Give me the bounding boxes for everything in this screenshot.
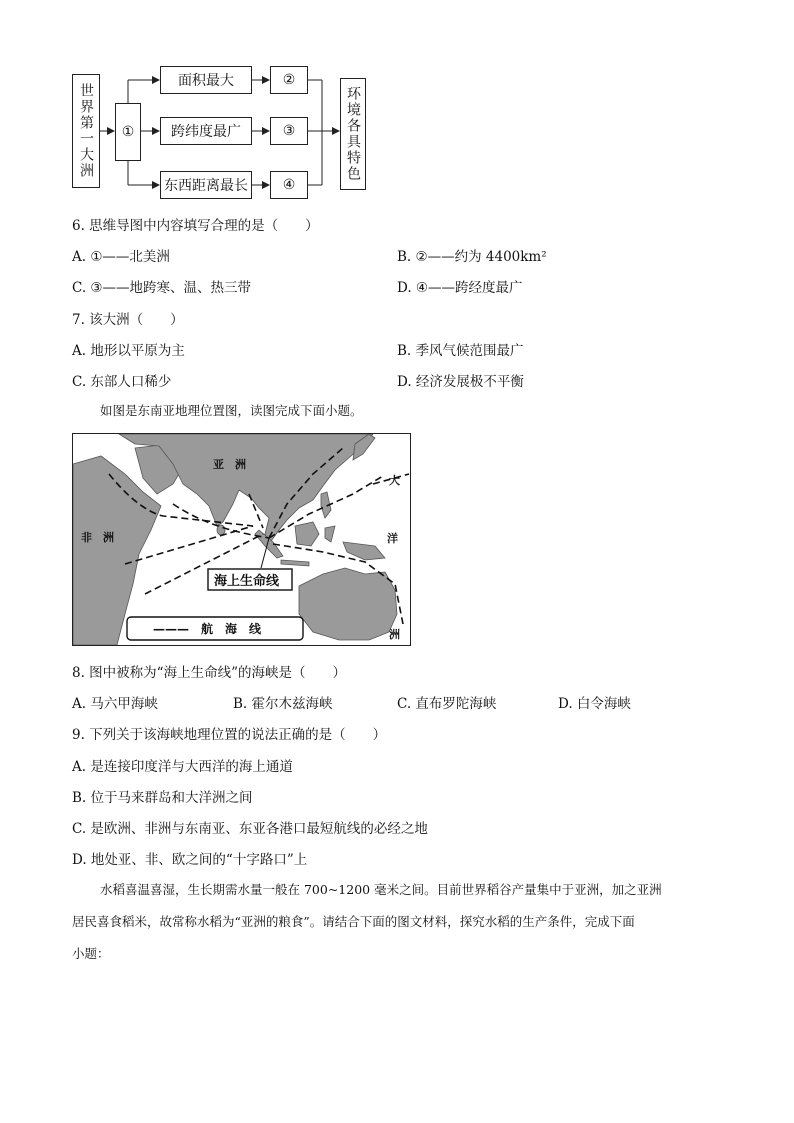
diagram-center-label: ① xyxy=(121,124,135,140)
q7-option-a[interactable]: A. 地形以平原为主 xyxy=(72,343,185,359)
rice-intro-line-1: 水稻喜温喜湿，生长期需水量一般在 700~1200 毫米之间。目前世界稻谷产量集中于亚洲，加之亚洲 xyxy=(100,882,662,897)
q6-option-b[interactable]: B. ②——约为 4400km² xyxy=(397,249,547,265)
diagram-blank-label: ② xyxy=(282,72,296,88)
diagram-left-label: 世界第一大洲 xyxy=(78,83,94,179)
australia-landmass xyxy=(299,568,397,640)
map-label-lifeline: 海上生命线 xyxy=(214,574,280,589)
q9-option-d[interactable]: D. 地处亚、非、欧之间的“十字路口”上 xyxy=(72,852,308,868)
map-label-asia: 亚 洲 xyxy=(213,458,246,471)
diagram-feature-label: 东西距离最长 xyxy=(164,178,248,194)
q6-option-a[interactable]: A. ①——北美洲 xyxy=(72,249,170,265)
borneo-island xyxy=(295,522,319,546)
q7-stem: 7. 该大洲（ ） xyxy=(72,312,184,328)
diagram-feature-label: 面积最大 xyxy=(178,73,234,89)
diagram-feature-label: 跨纬度最广 xyxy=(171,124,241,140)
southeast-asia-map xyxy=(72,433,411,646)
q6-stem: 6. 思维导图中内容填写合理的是（ ） xyxy=(72,218,319,234)
diagram-blank-label: ③ xyxy=(282,123,296,139)
map-label-ocean-yang: 洋 xyxy=(387,532,398,545)
q8-option-c[interactable]: C. 直布罗陀海峡 xyxy=(397,696,497,712)
map-label-africa: 非 洲 xyxy=(81,531,114,544)
q8-option-b[interactable]: B. 霍尔木兹海峡 xyxy=(233,696,333,712)
map-label-ocean-zhou: 洲 xyxy=(389,628,400,641)
q9-option-b[interactable]: B. 位于马来群岛和大洋洲之间 xyxy=(72,790,253,806)
q6-option-c[interactable]: C. ③——地跨寒、温、热三带 xyxy=(72,280,252,296)
diagram-connectors xyxy=(0,0,400,210)
diagram-blank-label: ④ xyxy=(282,177,296,193)
q9-option-a[interactable]: A. 是连接印度洋与大西洋的海上通道 xyxy=(72,759,293,775)
q9-option-c[interactable]: C. 是欧洲、非洲与东南亚、东亚各港口最短航线的必经之地 xyxy=(72,821,428,837)
map-legend-label: ——— 航 海 线 xyxy=(153,622,262,636)
diagram-right-label: 环境各具特色 xyxy=(345,86,361,182)
q8-option-a[interactable]: A. 马六甲海峡 xyxy=(72,696,158,712)
q7-option-b[interactable]: B. 季风气候范围最广 xyxy=(397,343,524,359)
map-drawing xyxy=(73,434,410,645)
q8-option-d[interactable]: D. 白令海峡 xyxy=(558,696,631,712)
rice-intro-line-2: 居民喜食稻米，故常称水稻为“亚洲的粮食”。请结合下面的图文材料，探究水稻的生产条件，完成下面 xyxy=(72,914,635,929)
q7-option-c[interactable]: C. 东部人口稀少 xyxy=(72,374,172,390)
q7-option-d[interactable]: D. 经济发展极不平衡 xyxy=(397,374,524,390)
rice-intro-line-3: 小题： xyxy=(72,946,110,961)
map-intro: 如图是东南亚地理位置图，读图完成下面小题。 xyxy=(100,403,363,418)
q8-stem: 8. 图中被称为“海上生命线”的海峡是（ ） xyxy=(72,665,346,681)
q9-stem: 9. 下列关于该海峡地理位置的说法正确的是（ ） xyxy=(72,727,387,743)
q6-option-d[interactable]: D. ④——跨经度最广 xyxy=(397,280,523,296)
map-label-ocean-da: 大 xyxy=(389,474,400,487)
